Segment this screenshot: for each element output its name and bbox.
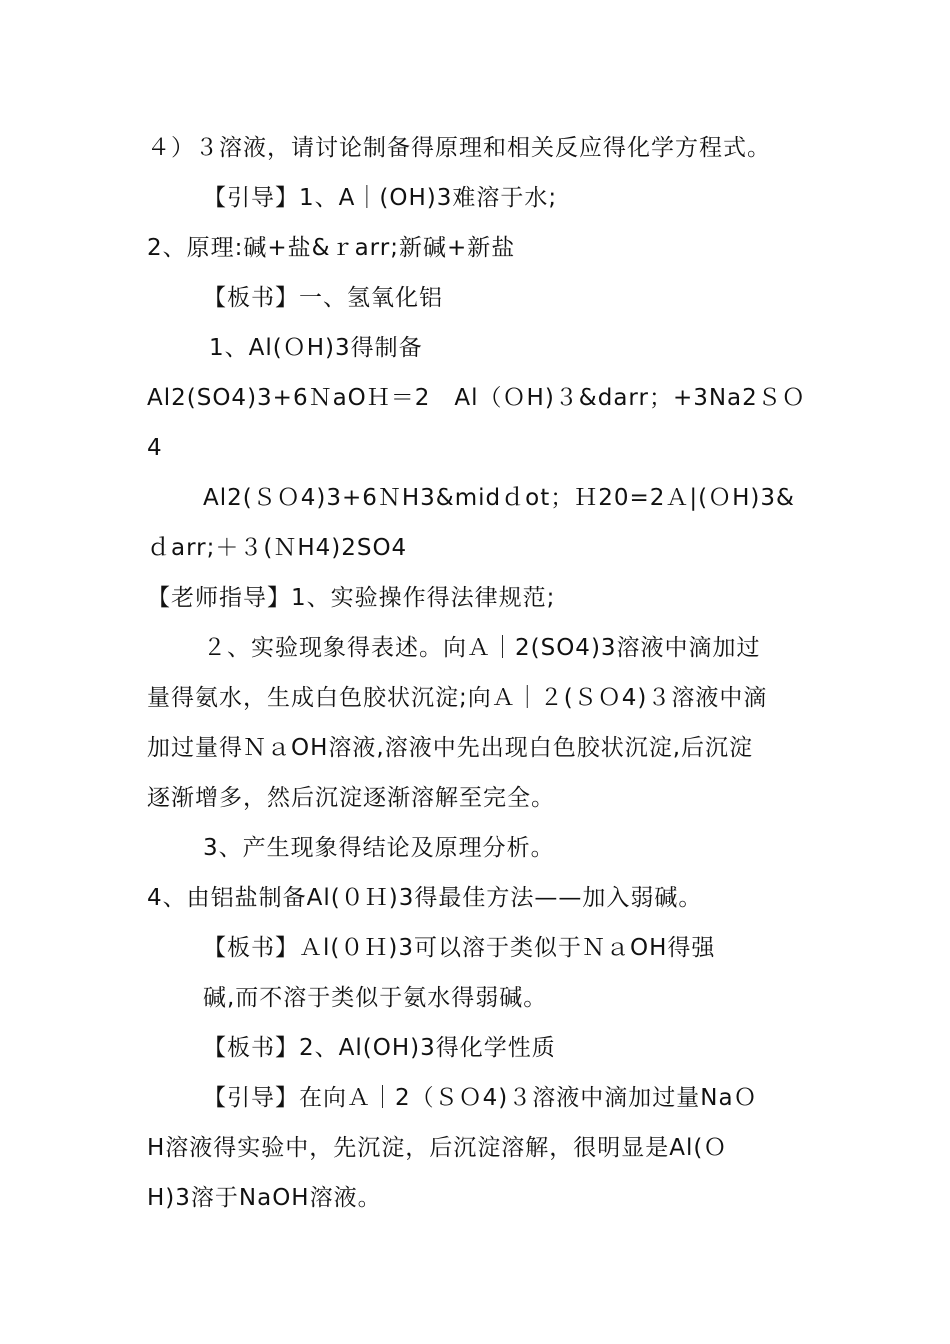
subsection-heading: 1、Al(ＯH)3得制备 bbox=[209, 335, 423, 361]
text-line: H溶液得实验中，先沉淀，后沉淀溶解，很明显是Al(Ｏ bbox=[147, 1135, 728, 1161]
text-line: 【引导】在向Ａ｜2（ＳＯ4)３溶液中滴加过量NaＯ bbox=[203, 1085, 758, 1111]
text-line: 4、由铝盐制备Al(０Ｈ)3得最佳方法——加入弱碱。 bbox=[147, 885, 703, 911]
chemical-equation-line: 4 bbox=[147, 435, 163, 461]
chemical-equation-line: Al2(SO4)3+6ＮaOＨ＝2 Al（ＯH)３&darr；+3Na2ＳＯ bbox=[147, 385, 806, 411]
subsection-heading: 【板书】2、Al(OH)3得化学性质 bbox=[203, 1035, 556, 1061]
text-line: 3、产生现象得结论及原理分析。 bbox=[203, 835, 555, 861]
chemical-equation-line: Al2(ＳＯ4)3+6ＮH3&midｄot；Ｈ20=2Ａ|(ＯH)3& bbox=[203, 485, 795, 511]
text-line: 【引导】1、A｜(OH)3难溶于水; bbox=[203, 185, 558, 211]
text-line: 碱,而不溶于类似于氨水得弱碱。 bbox=[203, 985, 548, 1011]
text-line: 2、原理:碱+盐&ｒarr;新碱+新盐 bbox=[147, 235, 516, 261]
text-line: ２、实验现象得表述。向Ａ｜2(SO4)3溶液中滴加过 bbox=[203, 635, 761, 661]
text-line: 【板书】Ａl(０Ｈ)3可以溶于类似于ＮａOH得强 bbox=[203, 935, 716, 961]
section-heading: 【板书】一、氢氧化铝 bbox=[203, 285, 443, 311]
text-line: 【老师指导】1、实验操作得法律规范; bbox=[147, 585, 556, 611]
text-line: ４）３溶液，请讨论制备得原理和相关反应得化学方程式。 bbox=[147, 135, 771, 161]
text-line: 加过量得ＮａOH溶液,溶液中先出现白色胶状沉淀,后沉淀 bbox=[147, 735, 754, 761]
text-line: 量得氨水，生成白色胶状沉淀;向Ａ｜２(ＳＯ4)３溶液中滴 bbox=[147, 685, 768, 711]
text-line: 逐渐增多，然后沉淀逐渐溶解至完全。 bbox=[147, 785, 555, 811]
chemical-equation-line: ｄarr;＋３(ＮH4)2SO4 bbox=[147, 535, 408, 561]
text-line: H)3溶于NaOH溶液。 bbox=[147, 1185, 382, 1211]
